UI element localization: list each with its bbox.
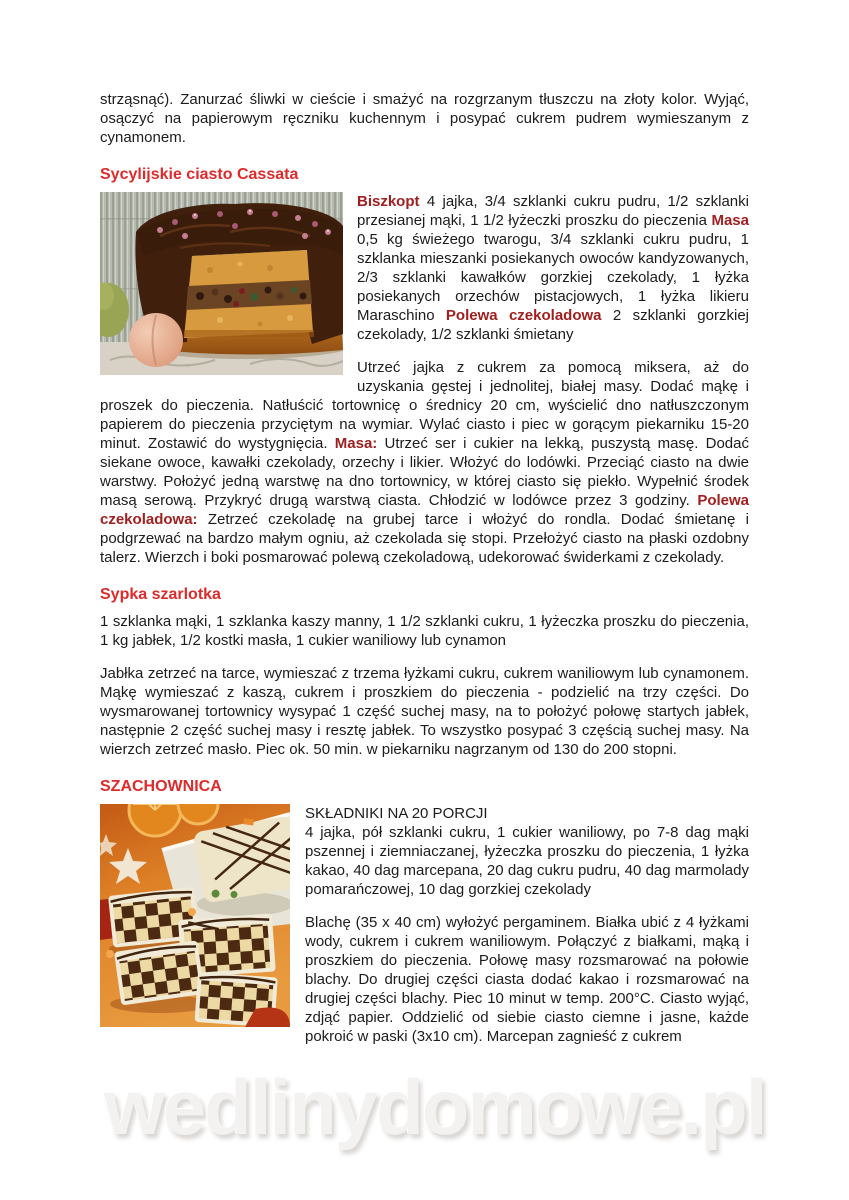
cassata-ingredient-label-masa: Masa [711,212,749,229]
cassata-cake-photo [100,192,343,375]
szachownica-cake-illustration [100,804,290,1027]
cassata-instructions-label-polewa: Polewa czekoladowa: [100,492,749,528]
szachownica-instructions: Blachę (35 x 40 cm) wyłożyć pergaminem. Białka ubić z 4 łyżkami wody, cukrem i cukrem waniliowym. Połączyć z białkami, mąką i proszkiem do pieczenia. Połowę masy rozsmarować na połowie blachy. Do drugiej części ciasta dodać kakao i rozsmarować na drugiej części blachy. Piec 10 minut w temp. 200°C. Ciasto wyjąć, zdjąć papier. Oddzielić od siebie ciasto ciemne i jasne, każde pokroić w paski (3x10 cm). Marcepan zagnieść z cukrem [305,914,749,1045]
cassata-instructions-text-1: Utrzeć jajka z cukrem za pomocą miksera, aż do uzyskania gęstej i jednolitej, białej masy. Dodać mąkę i proszek do pieczenia. Natłuścić tortownicę o średnicy 20 cm, wyścielić dno natłuszczonym papierem do pieczenia przyciętym na wymiar. Wylać ciasto i piec w gorącym piekarniku 15-20 minut. Zostawić do wystygnięcia. [100,359,749,452]
cassata-heading: Sycylijskie ciasto Cassata [100,166,299,183]
szachownica-cake-photo [100,804,290,1027]
site-watermark: wedlinydomowe.pl [104,1063,766,1151]
szarlotka-heading: Sypka szarlotka [100,586,221,603]
cassata-ingredient-text-1: 4 jajka, 3/4 szklanki cukru pudru, 1/2 szklanki przesianej mąki, 1 1/2 łyżeczki proszku do pieczenia [357,193,749,229]
cassata-cake-illustration [100,192,343,375]
cassata-ingredient-label-polewa: Polewa czekoladowa [445,307,602,324]
intro-paragraph: strząsnąć). Zanurzać śliwki w cieście i smażyć na rozgrzanym tłuszczu na złoty kolor. Wyjąć, osączyć na papierowym ręczniku kuchennym i posypać cukrem pudrem wymieszanym z cynamonem. [100,91,749,146]
cassata-ingredient-text-3: 2 szklanki gorzkiej czekolady, 1/2 szklanki śmietany [357,307,749,343]
cassata-instructions [100,358,749,567]
szarlotka-instructions: Jabłka zetrzeć na tarce, wymieszać z trzema łyżkami cukru, cukrem waniliowym lub cynamonem. Mąkę wymieszać z kaszą, cukrem i proszkiem do pieczenia - podzielić na trzy części. Do wysmarowanej tortownicy wysypać 1 część suchej masy, na to położyć połowę startych jabłek, następnie 2 część suchej masy i resztę jabłek. To wszystko posypać 3 częścią suchej masy. Na wierzch zetrzeć masło. Piec ok. 50 min. w piekarniku nagrzanym od 130 do 200 stopni. [100,665,749,758]
szarlotka-ingredients: 1 szklanka mąki, 1 szklanka kaszy manny, 1 1/2 szklanki cukru, 1 łyżeczka proszku do pieczenia, 1 kg jabłek, 1/2 kostki masła, 1 cukier waniliowy lub cynamon [100,613,749,649]
szachownica-servings-line: SKŁADNIKI NA 20 PORCJI [305,805,488,822]
cassata-ingredient-text-2: 0,5 kg świeżego twarogu, 3/4 szklanki cukru pudru, 1 szklanka mieszanki posiekanych owoców kandyzowanych, 2/3 szklanki kawałków gorzkiej czekolady, 1 łyżka posiekanych orzechów pistacjowych, 1 łyżka likieru Maraschino [357,231,749,324]
cassata-instructions-label-masa: Masa: [334,435,378,452]
szachownica-heading: SZACHOWNICA [100,778,222,795]
cassata-instructions-text-3: Zetrzeć czekoladę na grubej tarce i włożyć do rondla. Dodać śmietanę i podgrzewać na bardzo małym ogniu, aż czekolada się stopi. Przełożyć ciasto na płaski ozdobny talerz. Wierzch i boki posmarować polewą czekoladową, udekorować świderkami z czekolady. [100,511,749,566]
cassata-instructions-text-2: Utrzeć ser i cukier na lekką, puszystą masę. Dodać siekane owoce, kawałki czekolady, orzechy i likier. Włożyć do lodówki. Przeciąć ciasto na dwie warstwy. Położyć jedną warstwę na dno tortownicy, w której ciasto się piekło. Wypełnić środek masą serową. Przykryć drugą warstwą ciasta. Chłodzić w lodówce przez 3 godziny. [100,435,749,509]
szachownica-ingredients: 4 jajka, pół szklanki cukru, 1 cukier waniliowy, po 7-8 dag mąki pszennej i ziemniaczanej, łyżeczka proszku do pieczenia, 1 łyżka kakao, 40 dag marcepana, 20 dag cukru pudru, 40 dag marmolady pomarańczowej, 10 dag gorzkiej czekolady [305,824,749,898]
cassata-ingredient-label-biszkopt: Biszkopt [357,193,420,210]
